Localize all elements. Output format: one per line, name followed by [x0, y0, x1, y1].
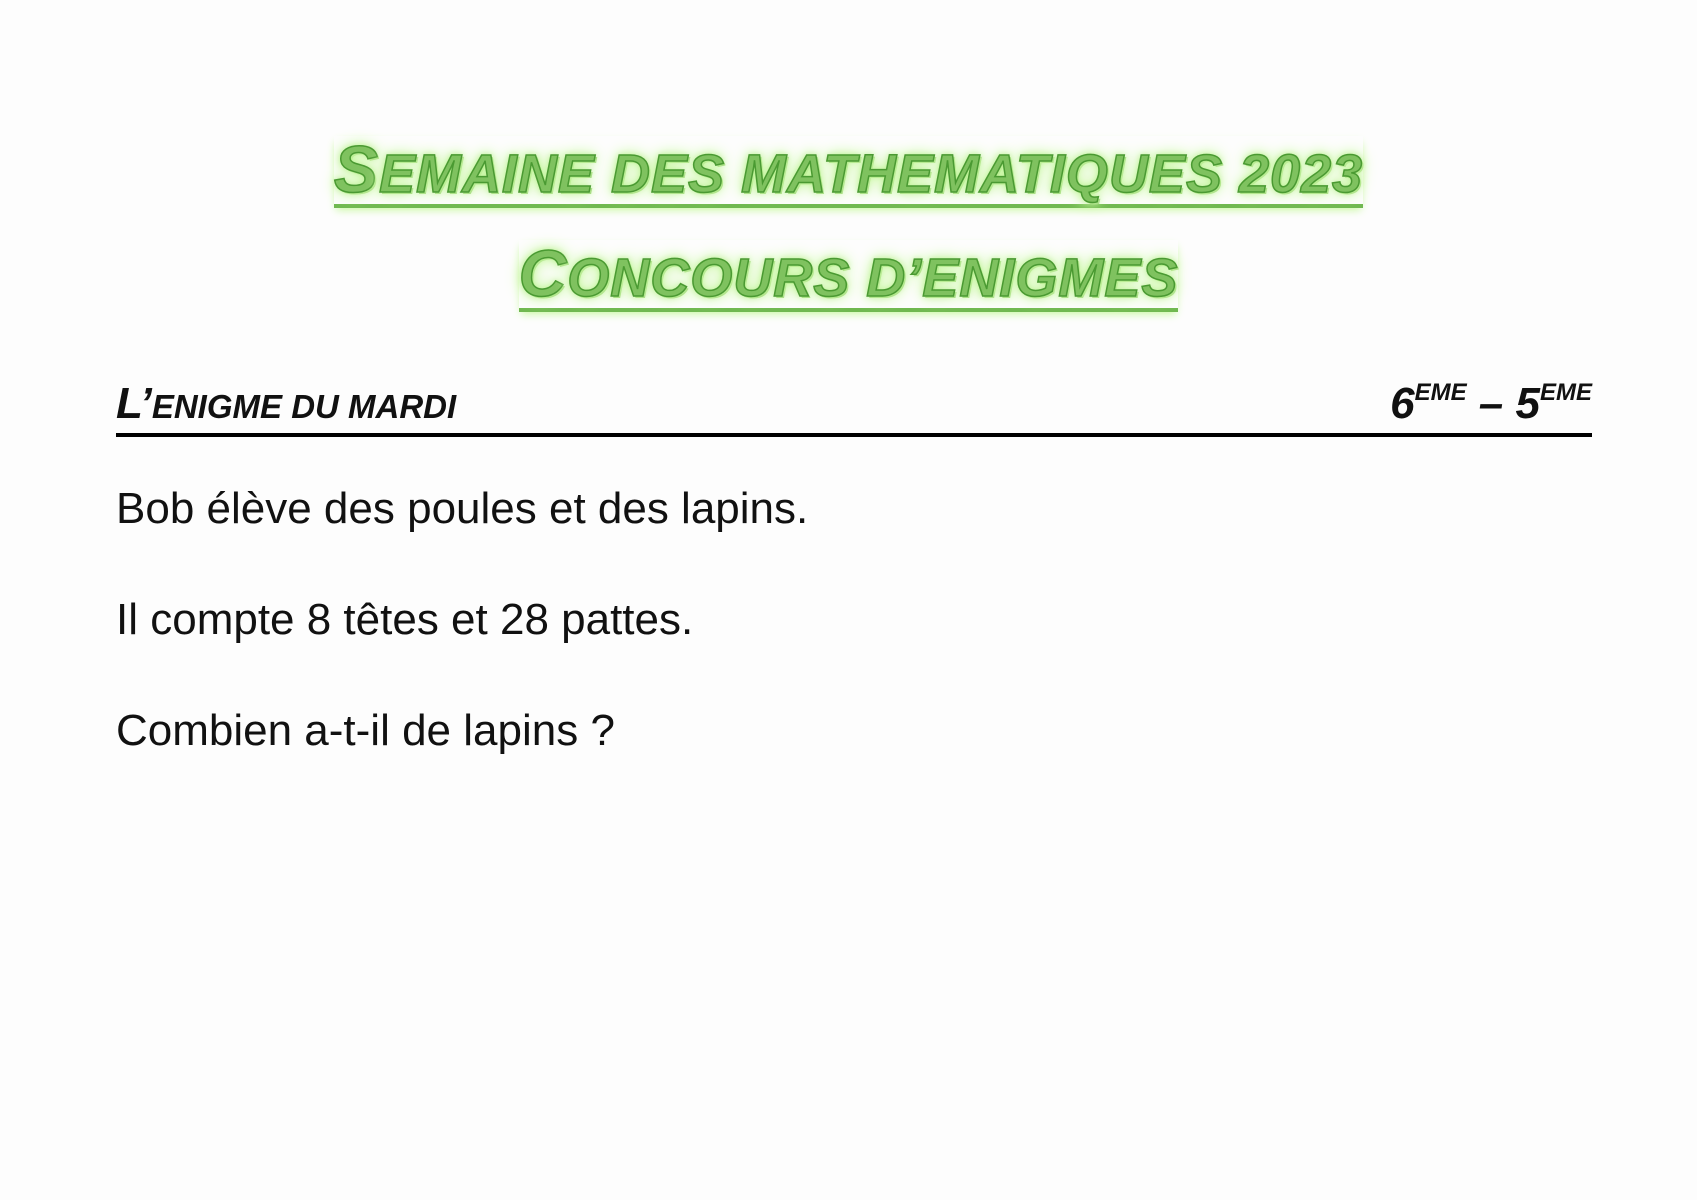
problem-statement-line-2: Il compte 8 têtes et 28 pattes. [116, 595, 694, 644]
enigme-label-rest: ENIGME DU MARDI [151, 388, 457, 425]
grade-b: 5 [1515, 379, 1540, 428]
grade-a-suffix: EME [1414, 379, 1467, 406]
title-line-1-initial: S [333, 132, 379, 206]
grade-b-suffix: EME [1539, 379, 1592, 406]
enigme-label-initial: L’ [116, 379, 152, 428]
problem-question: Combien a-t-il de lapins ? [116, 706, 615, 755]
title-line-2-rest: ONCOURS D’ENIGMES [567, 248, 1179, 308]
grade-separator: – [1466, 379, 1516, 428]
main-title-line-2 [0, 236, 1697, 312]
grade-a: 6 [1390, 379, 1415, 428]
main-title-line-1-text [333, 132, 1364, 208]
title-line-1-rest: EMAINE DES MATHEMATIQUES 2023 [378, 144, 1364, 204]
title-line-2-initial: C [518, 236, 568, 310]
grade-level-label [1390, 379, 1592, 429]
enigme-header-row [116, 379, 1592, 437]
main-title-line-2-text [518, 236, 1179, 312]
enigme-day-label [116, 379, 456, 429]
problem-statement-line-1: Bob élève des poules et des lapins. [116, 484, 809, 533]
main-title-line-1 [0, 132, 1697, 208]
